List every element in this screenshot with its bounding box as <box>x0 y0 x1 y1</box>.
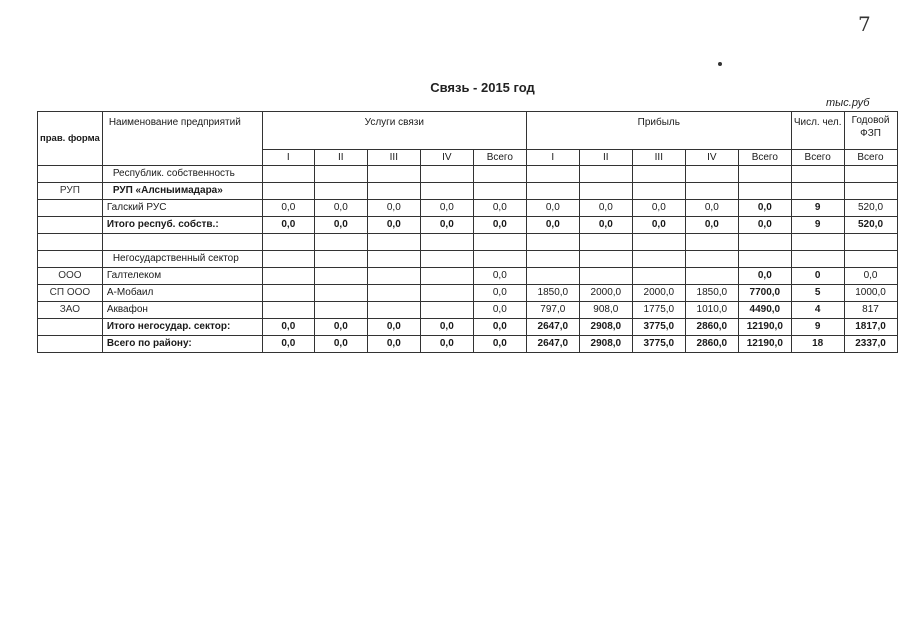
row-name-cell: Итого негосудар. сектор: <box>102 319 262 336</box>
value-cell <box>632 166 685 183</box>
value-cell: 0,0 <box>314 336 367 353</box>
value-cell <box>526 234 579 251</box>
value-cell: 12190,0 <box>738 319 791 336</box>
value-cell <box>844 251 897 268</box>
value-cell <box>262 285 314 302</box>
value-cell <box>738 234 791 251</box>
value-cell: 2337,0 <box>844 336 897 353</box>
table-row <box>38 183 898 200</box>
value-cell: 2860,0 <box>685 319 738 336</box>
value-cell <box>685 166 738 183</box>
value-cell: 2647,0 <box>526 319 579 336</box>
value-cell: 0,0 <box>473 285 526 302</box>
header-fzp <box>844 112 897 150</box>
value-cell <box>473 183 526 200</box>
row-form-cell: ЗАО <box>38 302 103 319</box>
value-cell: 0,0 <box>473 302 526 319</box>
table-row <box>38 166 898 183</box>
value-cell: 0,0 <box>632 200 685 217</box>
value-cell: 0,0 <box>579 200 632 217</box>
value-cell <box>367 166 420 183</box>
value-cell: 2908,0 <box>579 319 632 336</box>
value-cell: 4 <box>791 302 844 319</box>
value-cell: 0,0 <box>314 319 367 336</box>
value-cell: 1000,0 <box>844 285 897 302</box>
value-cell: 908,0 <box>579 302 632 319</box>
subheader-cell: II <box>579 150 632 166</box>
value-cell: 0,0 <box>262 200 314 217</box>
value-cell: 9 <box>791 200 844 217</box>
value-cell: 0,0 <box>632 217 685 234</box>
value-cell <box>685 251 738 268</box>
subheader-cell: IV <box>685 150 738 166</box>
value-cell: 4490,0 <box>738 302 791 319</box>
value-cell: 0,0 <box>526 217 579 234</box>
value-cell <box>367 183 420 200</box>
value-cell <box>420 251 473 268</box>
value-cell <box>579 268 632 285</box>
value-cell <box>738 251 791 268</box>
value-cell: 2647,0 <box>526 336 579 353</box>
value-cell: 0,0 <box>314 217 367 234</box>
value-cell <box>420 234 473 251</box>
header-fzp-line1: Годовой <box>851 115 890 126</box>
scan-speck <box>718 62 722 66</box>
value-cell: 0,0 <box>473 268 526 285</box>
value-cell <box>473 251 526 268</box>
value-cell: 9 <box>791 319 844 336</box>
header-fzp-line2: ФЗП <box>860 128 881 139</box>
subheader-cell: II <box>314 150 367 166</box>
value-cell: 2000,0 <box>579 285 632 302</box>
value-cell <box>314 285 367 302</box>
value-cell: 0,0 <box>473 336 526 353</box>
row-form-cell <box>38 217 103 234</box>
value-cell <box>632 251 685 268</box>
value-cell: 9 <box>791 217 844 234</box>
title-text: Связь - 2015 год <box>430 80 535 95</box>
subheader-cell: Всего <box>738 150 791 166</box>
row-form-cell: РУП <box>38 183 103 200</box>
row-name-cell: А-Мобаил <box>102 285 262 302</box>
value-cell <box>632 268 685 285</box>
value-cell <box>473 166 526 183</box>
value-cell: 0,0 <box>526 200 579 217</box>
value-cell: 7700,0 <box>738 285 791 302</box>
value-cell: 0,0 <box>367 336 420 353</box>
table-row <box>38 319 898 336</box>
value-cell <box>791 166 844 183</box>
value-cell <box>791 183 844 200</box>
subheader-cell: I <box>526 150 579 166</box>
value-cell <box>791 251 844 268</box>
value-cell <box>420 302 473 319</box>
value-cell: 3775,0 <box>632 336 685 353</box>
value-cell: 1850,0 <box>685 285 738 302</box>
subheader-cell: Всего <box>473 150 526 166</box>
value-cell: 0,0 <box>685 200 738 217</box>
subheader-cell: III <box>632 150 685 166</box>
report-table <box>37 111 898 353</box>
value-cell <box>420 285 473 302</box>
value-cell: 5 <box>791 285 844 302</box>
value-cell <box>738 166 791 183</box>
header-form: прав. форма <box>38 112 103 166</box>
header-services: Услуги связи <box>262 112 526 150</box>
value-cell: 520,0 <box>844 200 897 217</box>
value-cell <box>367 251 420 268</box>
table-row <box>38 234 898 251</box>
value-cell: 0,0 <box>367 319 420 336</box>
row-name-cell: РУП «Алсныимадара» <box>102 183 262 200</box>
value-cell <box>579 183 632 200</box>
header-profit: Прибыль <box>526 112 791 150</box>
value-cell <box>262 234 314 251</box>
value-cell <box>791 234 844 251</box>
row-form-cell <box>38 251 103 268</box>
value-cell: 0,0 <box>844 268 897 285</box>
value-cell <box>314 183 367 200</box>
value-cell: 2000,0 <box>632 285 685 302</box>
value-cell: 0,0 <box>420 200 473 217</box>
value-cell <box>314 251 367 268</box>
row-name-cell: Всего по району: <box>102 336 262 353</box>
table-body <box>38 166 898 353</box>
value-cell <box>367 285 420 302</box>
value-cell: 3775,0 <box>632 319 685 336</box>
value-cell: 0,0 <box>473 319 526 336</box>
value-cell <box>314 166 367 183</box>
value-cell <box>526 268 579 285</box>
value-cell <box>314 268 367 285</box>
value-cell <box>579 251 632 268</box>
value-cell <box>844 183 897 200</box>
page-number: 7 <box>858 12 871 36</box>
row-name-cell: Галский РУС <box>102 200 262 217</box>
value-cell: 1775,0 <box>632 302 685 319</box>
table-row <box>38 251 898 268</box>
value-cell: 18 <box>791 336 844 353</box>
value-cell: 0,0 <box>262 217 314 234</box>
value-cell <box>579 234 632 251</box>
header-headcount: Числ. чел. <box>791 112 844 150</box>
row-name-cell: Республик. собственность <box>102 166 262 183</box>
row-form-cell <box>38 336 103 353</box>
table-row <box>38 200 898 217</box>
value-cell <box>526 251 579 268</box>
value-cell: 0,0 <box>579 217 632 234</box>
value-cell <box>844 234 897 251</box>
document-title <box>0 80 905 95</box>
value-cell: 12190,0 <box>738 336 791 353</box>
subheader-cell: IV <box>420 150 473 166</box>
table-row <box>38 302 898 319</box>
header-name: Наименование предприятий <box>102 112 262 166</box>
value-cell <box>685 268 738 285</box>
row-form-cell <box>38 166 103 183</box>
value-cell: 2860,0 <box>685 336 738 353</box>
value-cell: 0,0 <box>314 200 367 217</box>
subheader-cell: III <box>367 150 420 166</box>
table-row <box>38 285 898 302</box>
value-cell <box>685 234 738 251</box>
value-cell <box>579 166 632 183</box>
table-row <box>38 217 898 234</box>
value-cell <box>367 234 420 251</box>
row-form-cell: СП ООО <box>38 285 103 302</box>
value-cell: 0 <box>791 268 844 285</box>
value-cell: 0,0 <box>738 268 791 285</box>
row-name-cell: Галтелеком <box>102 268 262 285</box>
value-cell <box>844 166 897 183</box>
value-cell <box>314 234 367 251</box>
row-name-cell: Негосударственный сектор <box>102 251 262 268</box>
value-cell <box>420 166 473 183</box>
value-cell: 0,0 <box>473 217 526 234</box>
value-cell <box>420 268 473 285</box>
value-cell: 0,0 <box>367 217 420 234</box>
row-form-cell <box>38 200 103 217</box>
value-cell <box>262 268 314 285</box>
row-form-cell: ООО <box>38 268 103 285</box>
value-cell: 1817,0 <box>844 319 897 336</box>
value-cell: 0,0 <box>420 336 473 353</box>
row-name-cell: Итого респуб. собств.: <box>102 217 262 234</box>
table-row <box>38 336 898 353</box>
value-cell <box>420 183 473 200</box>
subheader-cell: I <box>262 150 314 166</box>
value-cell <box>738 183 791 200</box>
value-cell <box>314 302 367 319</box>
value-cell <box>632 183 685 200</box>
subheader-cell: Всего <box>844 150 897 166</box>
value-cell: 1850,0 <box>526 285 579 302</box>
value-cell: 0,0 <box>473 200 526 217</box>
table-header <box>38 112 898 166</box>
value-cell <box>367 268 420 285</box>
value-cell: 2908,0 <box>579 336 632 353</box>
value-cell <box>632 234 685 251</box>
value-cell: 0,0 <box>420 217 473 234</box>
value-cell: 0,0 <box>685 217 738 234</box>
value-cell <box>262 302 314 319</box>
value-cell <box>262 183 314 200</box>
value-cell: 520,0 <box>844 217 897 234</box>
value-cell: 0,0 <box>367 200 420 217</box>
subheader-cell: Всего <box>791 150 844 166</box>
row-form-cell <box>38 234 103 251</box>
value-cell: 817 <box>844 302 897 319</box>
row-name-cell <box>102 234 262 251</box>
value-cell: 0,0 <box>262 336 314 353</box>
value-cell: 797,0 <box>526 302 579 319</box>
value-cell <box>473 234 526 251</box>
value-cell <box>262 166 314 183</box>
value-cell <box>685 183 738 200</box>
value-cell: 0,0 <box>738 217 791 234</box>
value-cell <box>367 302 420 319</box>
value-cell <box>526 166 579 183</box>
value-cell <box>262 251 314 268</box>
value-cell: 0,0 <box>738 200 791 217</box>
value-cell: 0,0 <box>262 319 314 336</box>
value-cell: 1010,0 <box>685 302 738 319</box>
row-name-cell: Аквафон <box>102 302 262 319</box>
table-row <box>38 268 898 285</box>
value-cell: 0,0 <box>420 319 473 336</box>
unit-label: тыс.руб <box>826 97 870 109</box>
value-cell <box>526 183 579 200</box>
row-form-cell <box>38 319 103 336</box>
